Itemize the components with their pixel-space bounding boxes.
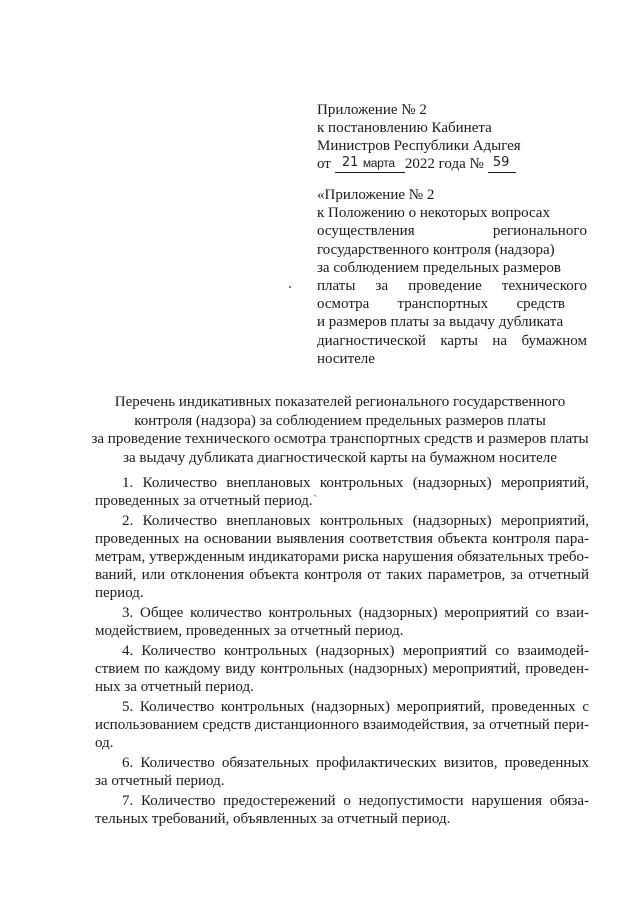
item-line: ных за отчетный период. — [95, 679, 254, 695]
date-month: марта — [362, 156, 395, 170]
item-line: тельных требований, объявленных за отчетный период. — [95, 811, 451, 827]
title-line: Перечень индикативных показателей регионального государственного — [114, 394, 566, 410]
sub-appendix-line: и размеров платы за выдачу дубликата — [317, 314, 564, 331]
title-line: за выдачу дубликата диагностической карты на бумажном носителе — [123, 449, 557, 466]
item-line: од. — [95, 735, 114, 751]
date-year-text: 2022 года № — [404, 156, 484, 172]
resolution-number-field — [488, 156, 516, 173]
item-line: ствием по каждому виду контрольных (надзорных) мероприятий, проведен- — [95, 661, 589, 677]
sub-appendix-line: диагностической карты на бумажном — [317, 332, 587, 349]
item-line: 1. Количество внеплановых контрольных (надзорных) мероприятий, — [122, 475, 589, 491]
item-line: за отчетный период. — [95, 773, 225, 789]
appendix-header — [317, 101, 597, 173]
sub-appendix-line: платы за проведение технического — [317, 278, 587, 295]
appendix-title: Приложение № 2 — [317, 102, 427, 118]
list-item — [95, 698, 589, 752]
scan-speck — [289, 286, 291, 288]
item-line: период. — [95, 585, 144, 601]
document-title — [60, 393, 620, 467]
item-line: 3. Общее количество контрольных (надзорных) мероприятий со взаи- — [122, 605, 589, 621]
item-line: ваний, или отклонения объекта контроля от таких параметров, за отчетный — [95, 567, 589, 583]
sub-appendix-line: к Положению о некоторых вопросах — [317, 205, 550, 222]
appendix-resolution-line: к постановлению Кабинета — [317, 120, 492, 136]
item-line: модействием, проведенных за отчетный период. — [95, 623, 404, 639]
item-line: 4. Количество контрольных (надзорных) мероприятий со взаимодей- — [122, 643, 589, 659]
item-line: 2. Количество внеплановых контрольных (надзорных) мероприятий, — [122, 513, 589, 529]
appendix-cabinet-line: Министров Республики Адыгея — [317, 138, 521, 154]
title-line: за проведение технического осмотра транспортных средств и размеров платы — [91, 431, 589, 447]
sub-appendix-line: носителе — [317, 350, 375, 367]
list-item — [95, 642, 589, 696]
list-item — [95, 474, 589, 510]
item-line: 6. Количество обязательных профилактических визитов, проведенных — [122, 755, 589, 771]
item-line: метрам, утвержденным индикаторами риска нарушения обязательных требо- — [95, 549, 589, 565]
item-line: проведенных за отчетный период.ˋ — [95, 493, 318, 509]
sub-appendix-line: за соблюдением предельных размеров — [317, 259, 561, 276]
list-item — [95, 604, 589, 640]
item-line: проведенных на основании выявления соответствия объекта контроля пара- — [95, 531, 589, 547]
appendix-date-line — [317, 155, 597, 173]
item-line: использованием средств дистанционного взаимодействия, за отчетный пери- — [95, 717, 589, 733]
sub-appendix-line: «Приложение № 2 — [317, 187, 435, 203]
sub-appendix-line: государственного контроля (надзора) — [317, 241, 555, 258]
list-item — [95, 512, 589, 602]
item-line: 7. Количество предостережений о недопустимости нарушения обяза- — [122, 793, 589, 809]
sub-appendix-line: осмотра транспортных средств — [317, 296, 565, 313]
sub-appendix-line: осуществления региональногo — [317, 223, 587, 240]
sub-appendix-block — [317, 186, 587, 368]
date-prefix: от — [317, 156, 331, 172]
date-day: 21 — [341, 155, 359, 170]
resolution-number: 59 — [492, 155, 510, 170]
date-day-field — [335, 156, 365, 173]
indicator-list — [95, 474, 589, 830]
list-item — [95, 754, 589, 790]
item-line: 5. Количество контрольных (надзорных) мероприятий, проведенных с — [122, 699, 589, 715]
list-item — [95, 792, 589, 828]
date-month-field — [362, 156, 405, 173]
title-line: контроля (надзора) за соблюдением предельных размеров платы — [134, 412, 546, 429]
